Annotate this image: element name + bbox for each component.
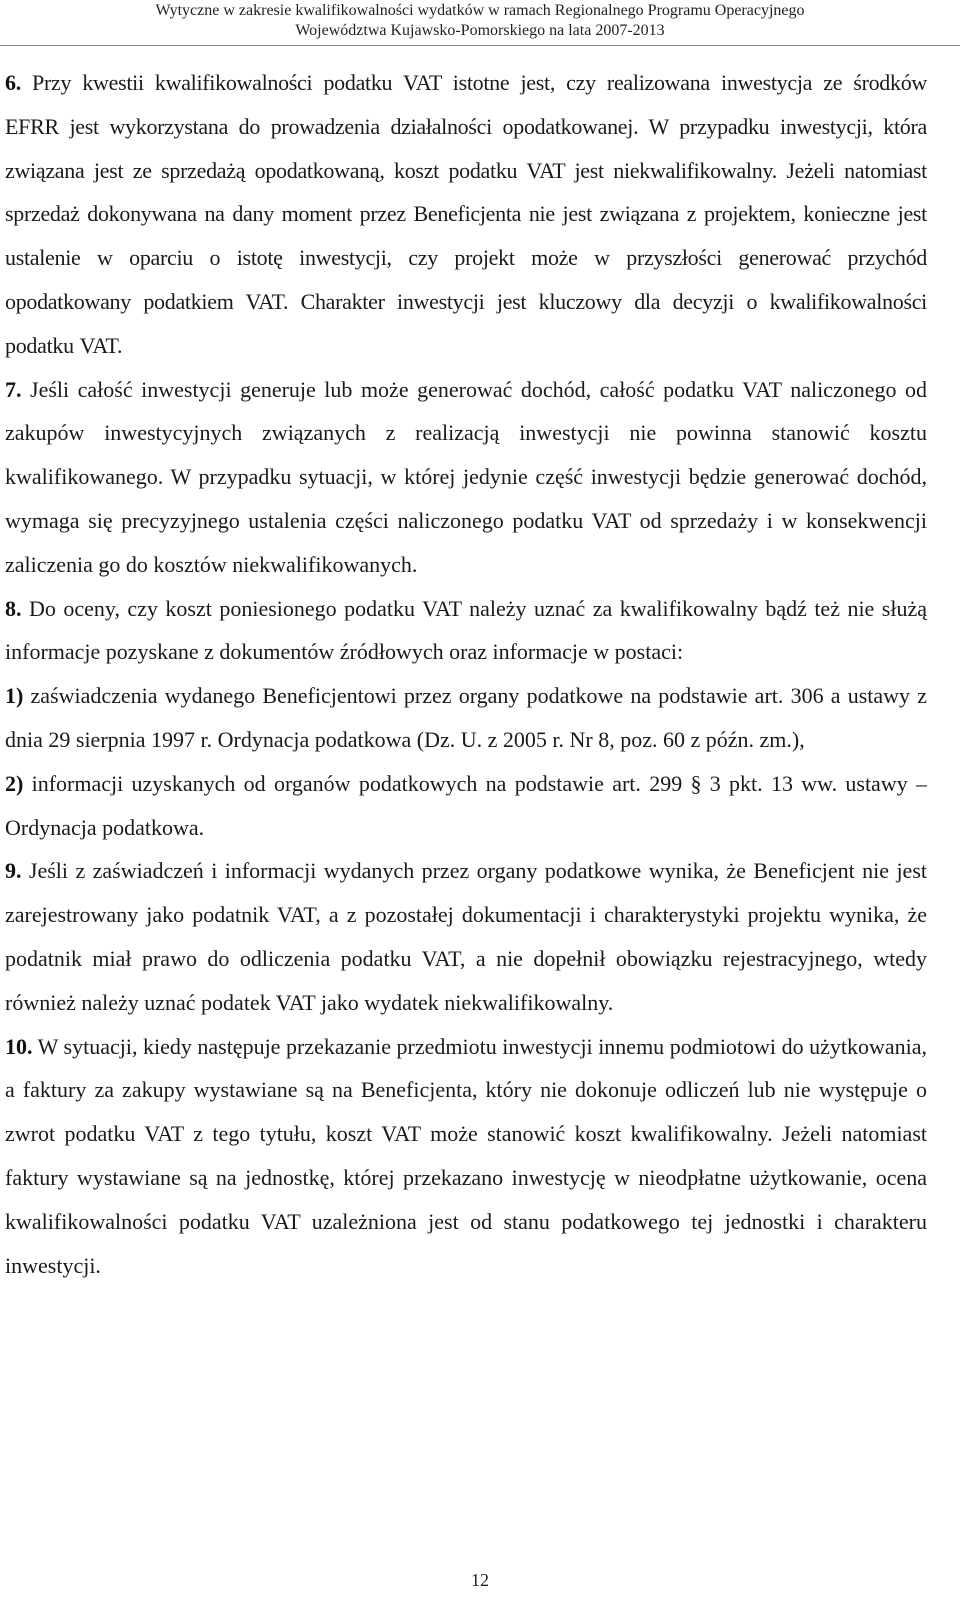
list-item-number: 2) — [5, 770, 24, 796]
paragraph-text: Do oceny, czy koszt poniesionego podatku VAT należy uznać za kwalifikowalny bądź też nie służą informacje pozyskane z dokumentów źródłowych oraz informacje w postaci: — [5, 595, 927, 665]
paragraph-number: 6. — [5, 70, 21, 95]
paragraph-number: 10. — [5, 1033, 33, 1059]
list-item-2 — [5, 762, 927, 850]
document-body — [5, 61, 927, 1287]
paragraph-text: Jeśli całość inwestycji generuje lub może generować dochód, całość podatku VAT naliczonego od zakupów inwestycyjnych związanych z realizacją inwestycji nie powinna stanowić kosztu kwalifikowanego. W przypadku sytuacji, w której jedynie część inwestycji będzie generować dochód, wymaga się precyzyjnego ustalenia części naliczonego podatku VAT od sprzedaży i w konsekwencji zaliczenia go do kosztów niekwalifikowanych. — [5, 376, 927, 577]
paragraph-10 — [5, 1025, 927, 1288]
header-line-2: Województwa Kujawsko-Pomorskiego na lata 2007-2013 — [295, 22, 665, 39]
paragraph-7 — [5, 368, 927, 587]
paragraph-number: 9. — [5, 858, 22, 884]
page-header — [0, 0, 960, 41]
list-item-number: 1) — [5, 683, 24, 709]
paragraph-9 — [5, 849, 927, 1024]
paragraph-6 — [5, 61, 927, 368]
list-item-1 — [5, 674, 927, 762]
page-number: 12 — [471, 1570, 489, 1590]
paragraph-text: Jeśli z zaświadczeń i informacji wydanych przez organy podatkowe wynika, że Beneficjent nie jest zarejestrowany jako podatnik VAT, a z pozostałej dokumentacji i charakterystyki projektu wynika, że podatnik miał prawo do odliczenia podatku VAT, a nie dopełnił obowiązku rejestracyjnego, wtedy również należy uznać podatek VAT jako wydatek niekwalifikowalny. — [5, 858, 927, 1015]
paragraph-number: 8. — [5, 595, 22, 621]
paragraph-text: W sytuacji, kiedy następuje przekazanie przedmiotu inwestycji innemu podmiotowi do użytkowania, a faktury za zakupy wystawiane są na Beneficjenta, który nie dokonuje odliczeń lub nie występuje o zwrot podatku VAT z tego tytułu, koszt VAT może stanowić koszt kwalifikowalny. Jeżeli natomiast faktury wystawiane są na jednostkę, której przekazano inwestycję w nieodpłatne użytkowanie, ocena kwalifikowalności podatku VAT uzależniona jest od stanu podatkowego tej jednostki i charakteru inwestycji. — [5, 1033, 927, 1278]
paragraph-text: Przy kwestii kwalifikowalności podatku VAT istotne jest, czy realizowana inwestycja ze środków EFRR jest wykorzystana do prowadzenia działalności opodatkowanej. W przypadku inwestycji, która związana jest ze sprzedażą opodatkowaną, koszt podatku VAT jest niekwalifikowalny. Jeżeli natomiast sprzedaż dokonywana na dany moment przez Beneficjenta nie jest związana z projektem, konieczne jest ustalenie w oparciu o istotę inwestycji, czy projekt może w przyszłości generować przychód opodatkowany podatkiem VAT. Charakter inwestycji jest kluczowy dla decyzji o kwalifikowalności podatku VAT. — [5, 70, 927, 358]
list-item-text: zaświadczenia wydanego Beneficjentowi przez organy podatkowe na podstawie art. 306 a ustawy z dnia 29 sierpnia 1997 r. Ordynacja podatkowa (Dz. U. z 2005 r. Nr 8, poz. 60 z późn. zm.), — [5, 683, 927, 752]
paragraph-number: 7. — [5, 376, 22, 402]
header-divider — [0, 45, 960, 46]
list-item-text: informacji uzyskanych od organów podatkowych na podstawie art. 299 § 3 pkt. 13 ww. ustawy – Ordynacja podatkowa. — [5, 770, 927, 840]
paragraph-8 — [5, 587, 927, 675]
header-line-1: Wytyczne w zakresie kwalifikowalności wydatków w ramach Regionalnego Programu Operacyjnego — [155, 2, 805, 19]
